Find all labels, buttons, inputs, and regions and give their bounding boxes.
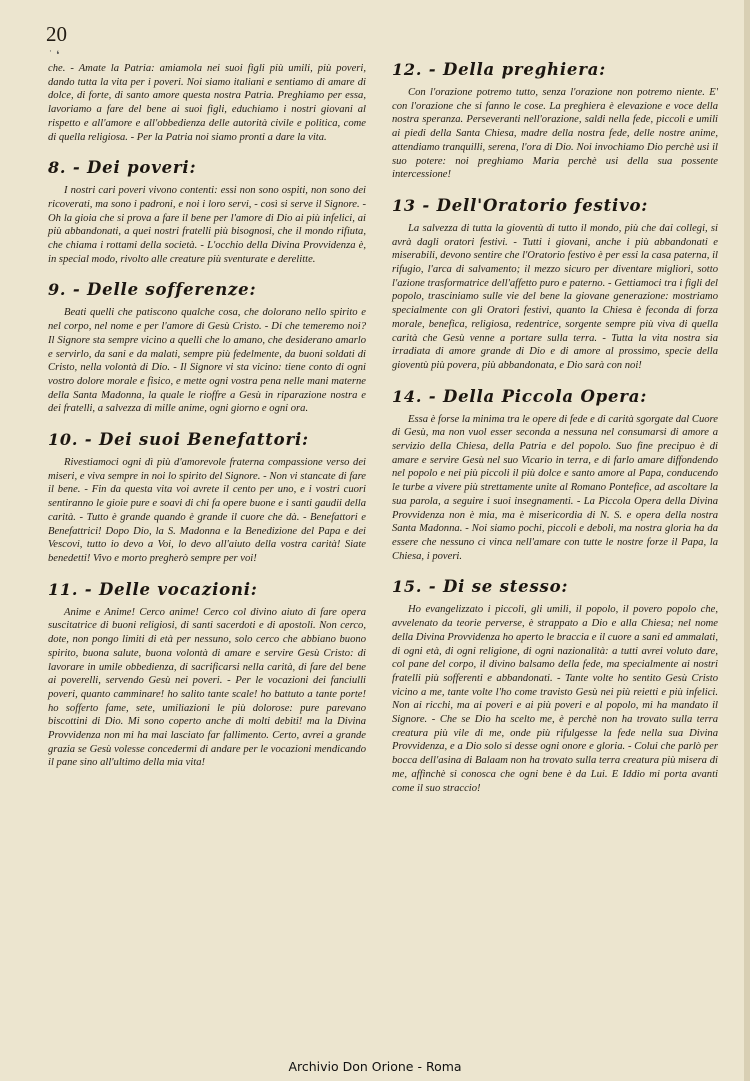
section-title: - Delle vocazioni: (84, 579, 258, 599)
section-vocazioni (48, 580, 366, 770)
section-text: Rivestiamoci ogni dì più d'amorevole fraterna compassione verso dei miseri, e viva sempre in noi lo spirito del Signore. - Non vi stancate di fare il bene. - Fin da questa vita voi avrete il cento per uno, e i vostri cuori sentiranno le gioie pure e soavi di chi fa opere buone e i santi gaudii della carità. - Tutto è grande quando è grande il cuore che dà. - Benefattori e Benefattrici! Dopo Dio, la S. Madonna e la Benedizione del Papa e dei Vescovi, tutto io devo a Voi, lo devo all'aiuto della vostra carità! Siate benedetti! Vivo e morto pregherò sempre per voi! (48, 457, 366, 564)
section-text: La salvezza di tutta la gioventù di tutto il mondo, più che dai collegi, si avrà dagli oratori festivi. - Tutti i giovani, anche i più abbandonati e miserabili, devono sentire che l'Oratorio festivo è per essi la casa paterna, il rifugio, l'arca di salvamento; il mezzo sicuro per diventare migliori, sotto l'azione trasformatrice dell'affetto puro e paterno. - Gettiamoci tra i figli del popolo, trasciniamo sulle vie del bene la giovane generazione: mostriamo specialmente con gli Oratori festivi, quanto la Chiesa è feconda di forza morale, benefica, religiosa, redentrice, sorgente sempre più viva di quella carità che Gesù venne a portare sulla terra. - Tutta la vita nostra sia irradiata di amore grande di Dio e di amore al prossimo, specie della gioventù più povera, più abbandonata, e Dio sarà con noi! (392, 222, 718, 371)
section-delle-sofferenze (48, 280, 366, 416)
section-oratorio-festivo (392, 196, 718, 373)
section-dei-poveri (48, 158, 366, 266)
section-number: 11. (48, 579, 79, 599)
section-text: I nostri cari poveri vivono contenti: essi non sono ospiti, non sono dei ricoverati, ma sono i padroni, e noi i loro servi, - così si serve il Signore. - Oh la gioia che si prova a fare il bene per l'amore di Dio ai più infelici, ai più abbandonati, a quei nostri fratelli più bisognosi, che il mondo rifiuta, che chiama i rottami della società. - L'occhio della Divina Provvidenza è, in special modo, rivolto alle creature più sventurate e derelitte. (48, 185, 366, 265)
page-edge-shadow (744, 0, 750, 1081)
section-heading (392, 60, 718, 80)
section-text: Essa è forse la minima tra le opere di fede e di carità sgorgate dal Cuore di Gesù, ma non vuol esser seconda a nessuna nel consumarsi di amore a servizio della Chiesa, della Patria e del popolo. Suo fine precipuo è di amare e servire Gesù nel suo Vicario in terra, e di farlo amare diffondendo nel popolo e nei più piccoli il più dolce e santo amore al Papa, conducendo le turbe a vivere più strettamente unite al Romano Pontefice, ad ascoltare la sua parola, a seguire i suoi insegnamenti. - La Piccola Opera della Divina Provvidenza non è mia, ma è misericordia di N. S. e opera della nostra Santa Madonna. - Noi siamo pochi, piccoli e deboli, ma nostra gloria ha da essere che nessuno ci vinca nell'amare con tutte le nostre forze il Papa, la Chiesa, i poveri. (392, 413, 718, 562)
section-heading (392, 387, 718, 407)
section-title: - Di se stesso: (428, 577, 569, 597)
ink-mark-decoration: ˙ ❛ (48, 50, 60, 61)
section-title: - Dei poveri: (72, 158, 197, 178)
right-column (392, 58, 718, 795)
section-number: 8. (48, 158, 67, 178)
intro-paragraph: che. - Amate la Patria: amiamola nei suoi figli più umili, più poveri, dando tutta la vita per i poveri. Noi siamo italiani e sentiamo di amare di dolce, di forte, di santo amore questa nostra Patria. Preghiamo per essa, lavoriamo a fare del bene ai suoi figli, educhiamo i nostri giovani al rispetto e all'amore e all'obbedienza delle autorità civile e politica, come di quella religiosa. - Per la Patria noi siamo pronti a dare la vita. (48, 63, 366, 143)
section-title: - Della Piccola Opera: (428, 386, 648, 406)
section-di-se-stesso (392, 577, 718, 795)
archive-footer: Archivio Don Orione - Roma (288, 1059, 462, 1074)
section-title: - Della preghiera: (428, 60, 607, 79)
section-heading (392, 196, 718, 216)
section-title: - Delle sofferenze: (72, 280, 257, 300)
section-number: 15. (392, 577, 423, 597)
section-heading (48, 430, 366, 450)
page-number: 20 (46, 22, 67, 46)
section-number: 12. (392, 60, 423, 79)
section-heading (48, 580, 366, 600)
section-text: Con l'orazione potremo tutto, senza l'orazione non potremo niente. E' con l'orazione che si fanno le cose. La preghiera è elevazione e voce della nostra speranza. Perseveranti nell'orazione, saldi nella fede, piccoli e umili ai piedi della Santa Chiesa, madre della nostra fede, delle nostre anime, attendiamo tranquilli, serena, l'ora di Dio. Noi invochiamo Dio perchè usi il suo potere: noi preghiamo Maria perchè usi della sua possente intercessione! (392, 87, 718, 181)
section-piccola-opera (392, 387, 718, 564)
section-text: Anime e Anime! Cerco anime! Cerco col divino aiuto di fare opera suscitatrice di buoni religiosi, di santi sacerdoti e di apostoli. Non cerco, dote, non pongo limiti di età per nessuno, solo cerco che abbiano buono spirito, buona salute, buona volontà di amare e servire Gesù Cristo: di lavorare in umile obbedienza, di sacrificarsi nella carità, di fare del bene ai poverelli, servendo Gesù nei poveri. - Per le vocazioni dei fanciulli poveri, quanto camminare! ho salito tante scale! ho battuto a tante porte! ho sofferto fame, sete, umiliazioni le più dolorose: pure parevano biscottini di Dio. Mi sono coperto anche di molti debiti! ma la Divina Provvidenza non mi ha mai lasciato far fallimento. Certo, avrei a grande grazia se Gesù volesse concedermi di andare per le vocazioni mendicando il pane sino all'ultimo della mia vita! (48, 606, 366, 769)
section-number: 9. (48, 280, 67, 300)
section-number: 13 (392, 195, 416, 215)
section-text: Ho evangelizzato i piccoli, gli umili, il popolo, il povero popolo che, avvelenato da teorie perverse, è strappato a Dio e alla Chiesa; nel nome della Divina Provvidenza ho aperto le braccia e il cuore a sani ed ammalati, di ogni età, di ogni religione, di ogni nazionalità: a tutti avrei voluto dare, col pane del corpo, il divino balsamo della fede, ma specialmente ai nostri fratelli più sofferenti e abbandonati. - Tante volte ho sentito Gesù Cristo vicino a me, tante volte l'ho come travisto Gesù nei più reietti e più infelici. Non ai ricchi, ma ai poveri e ai più poveri e al popolo, mi ha mandato il Signore. - Che se Dio ha scelto me, è perchè non ha trovato sulla terra creatura più vile di me, onde più rifulgesse la fede nella sua Divina Provvidenza, e a Dio solo si desse ogni onore e gloria. - Colui che parlò per bocca dell'asina di Balaam non ha trovato sulla terra creatura più misera di me, affinchè si conosca che ogni bene è da Lui. E Iddio mi porta avanti come il suo straccio! (392, 604, 718, 794)
section-text: Beati quelli che patiscono qualche cosa, che dolorano nello spirito e nel corpo, nel nome e per l'amore di Gesù Cristo. - Di che temeremo noi? Il Signore sta sempre vicino a quelli che lo amano, che desiderano amarlo e servirlo, da sani e da malati, sempre più fedelmente, da buoni soldati di Cristo, nella volontà di Dio. - Il Signore vi sta vicino: tiene conto di ogni vostro dolore morale e fisico, e mette ogni vostra pena nelle mani materne della Santa Madonna, la quale le rioffre a Gesù in riparazione nostra e dei fratelli, a salvezza di mille anime, ogni giorno e ogni ora. (48, 307, 366, 415)
section-preghiera (392, 60, 718, 182)
section-number: 10. (48, 430, 79, 450)
left-column (48, 62, 366, 770)
section-benefattori (48, 430, 366, 566)
section-heading (392, 577, 718, 597)
section-title: - Dell'Oratorio festivo: (422, 195, 649, 215)
section-title: - Dei suoi Benefattori: (84, 430, 309, 450)
section-number: 14. (392, 386, 423, 406)
section-heading (48, 158, 366, 178)
section-heading (48, 280, 366, 300)
